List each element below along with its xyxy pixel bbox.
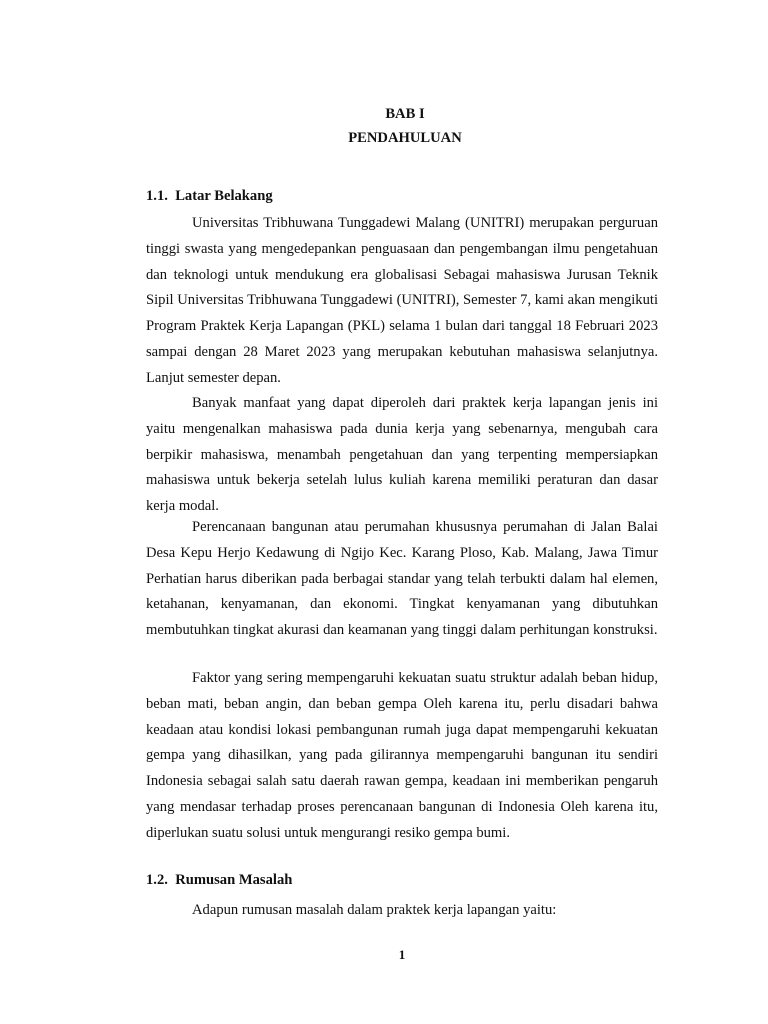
paragraph-rumusan-intro: Adapun rumusan masalah dalam praktek kerja lapangan yaitu: [192, 902, 557, 918]
section-heading-latar-belakang: 1.1. Latar Belakang [146, 188, 273, 204]
paragraph-1: Universitas Tribhuwana Tunggadewi Malang (UNITRI) merupakan perguruan tinggi swasta yang mengedepankan penguasaan dan pengembangan ilmu pengetahuan dan teknologi untuk mendukung era globalisasi Sebagai mahasiswa Jurusan Teknik Sipil Universitas Tribhuwana Tunggadewi (UNITRI), Semester 7, kami akan mengikuti Program Praktek Kerja Lapangan (PKL) selama 1 bulan dari tanggal 18 Februari 2023 sampai dengan 28 Maret 2023 yang merupakan kebutuhan mahasiswa selanjutnya. Lanjut semester depan. [146, 215, 658, 386]
chapter-heading: BAB I [385, 106, 425, 122]
page-number: 1 [398, 947, 406, 962]
chapter-title: PENDAHULUAN [348, 130, 462, 146]
paragraph-2: Banyak manfaat yang dapat diperoleh dari praktek kerja lapangan jenis ini yaitu mengenalkan mahasiswa pada dunia kerja yang sebenarnya, mengubah cara berpikir mahasiswa, menambah pengetahuan dan yang terpenting mempersiapkan mahasiswa untuk bekerja setelah lulus kuliah karena memiliki peraturan dan dasar kerja modal. [146, 395, 658, 515]
paragraph-4: Faktor yang sering mempengaruhi kekuatan suatu struktur adalah beban hidup, beban mati, beban angin, dan beban gempa Oleh karena itu, perlu disadari bahwa keadaan atau kondisi lokasi pembangunan rumah juga dapat mempengaruhi kekuatan gempa yang dihasilkan, yang pada gilirannya mempengaruhi bangunan itu sendiri Indonesia sebagai salah satu daerah rawan gempa, keadaan ini memberikan pengaruh yang mendasar terhadap proses perencanaan bangunan di Indonesia Oleh karena itu, diperlukan suatu solusi untuk mengurangi resiko gempa bumi. [146, 670, 658, 841]
paragraph-3: Perencanaan bangunan atau perumahan khususnya perumahan di Jalan Balai Desa Kepu Herjo Kedawung di Ngijo Kec. Karang Ploso, Kab. Malang, Jawa Timur Perhatian harus diberikan pada berbagai standar yang telah terbukti dalam hal elemen, ketahanan, kenyamanan, dan ekonomi. Tingkat kenyamanan yang dibutuhkan membutuhkan tingkat akurasi dan keamanan yang tinggi dalam perhitungan konstruksi. [146, 519, 658, 639]
section-heading-rumusan-masalah: 1.2. Rumusan Masalah [146, 872, 293, 888]
